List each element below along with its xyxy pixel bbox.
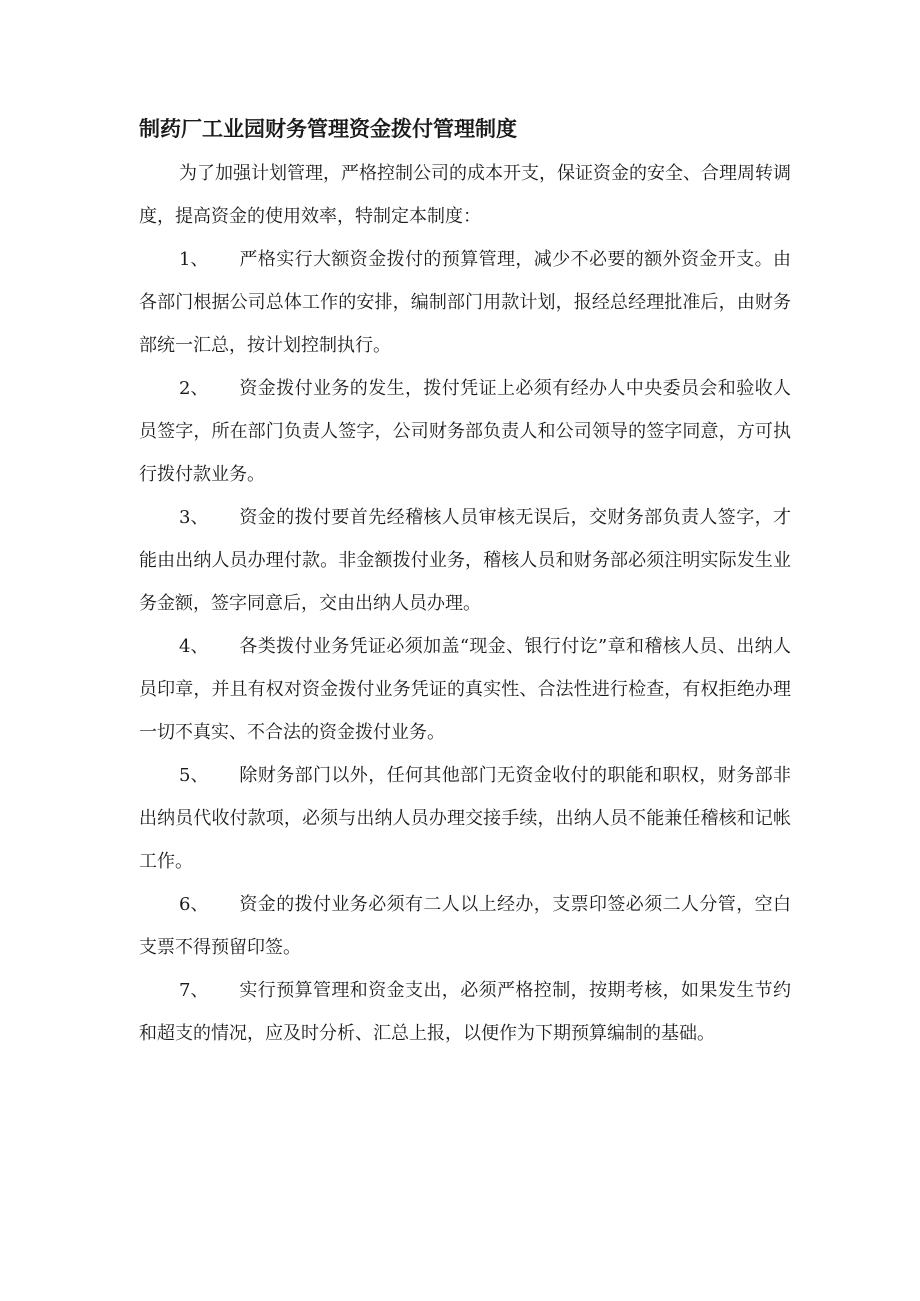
rule-number: 5、	[179, 765, 209, 786]
rule-number: 3、	[179, 507, 209, 528]
rule-text: 严格实行大额资金拨付的预算管理，减少不必要的额外资金开支。由各部门根据公司总体工作的安排，编制部门用款计划，报经总经理批准后，由财务部统一汇总，按计划控制执行。	[139, 249, 791, 356]
rule-text: 除财务部门以外，任何其他部门无资金收付的职能和职权，财务部非出纳员代收付款项，必须与出纳人员办理交接手续，出纳人员不能兼任稽核和记帐工作。	[139, 765, 791, 872]
rule-text: 资金的拨付要首先经稽核人员审核无误后，交财务部负责人签字，才能由出纳人员办理付款。非金额拨付业务，稽核人员和财务部必须注明实际发生业务金额，签字同意后，交由出纳人员办理。	[139, 507, 791, 614]
rule-item-5	[139, 754, 791, 883]
rule-item-2	[139, 367, 791, 496]
rule-item-3	[139, 496, 791, 625]
rule-text: 资金拨付业务的发生，拨付凭证上必须有经办人中央委员会和验收人员签字，所在部门负责人签字，公司财务部负责人和公司领导的签字同意，方可执行拨付款业务。	[139, 378, 791, 485]
rule-item-6	[139, 883, 791, 969]
document-title: 制药厂工业园财务管理资金拨付管理制度	[139, 117, 517, 141]
rule-text: 实行预算管理和资金支出，必须严格控制，按期考核，如果发生节约和超支的情况，应及时分析、汇总上报，以便作为下期预算编制的基础。	[139, 980, 791, 1044]
rule-number: 2、	[179, 378, 209, 399]
intro-paragraph: 为了加强计划管理，严格控制公司的成本开支，保证资金的安全、合理周转调度，提高资金的使用效率，特制定本制度：	[139, 163, 791, 227]
rule-text: 各类拨付业务凭证必须加盖“现金、银行付讫”章和稽核人员、出纳人员印章，并且有权对资金拨付业务凭证的真实性、合法性进行检查，有权拒绝办理一切不真实、不合法的资金拨付业务。	[139, 636, 791, 743]
rule-text: 资金的拨付业务必须有二人以上经办，支票印签必须二人分管，空白支票不得预留印签。	[139, 894, 791, 958]
rule-item-4	[139, 625, 791, 754]
rule-item-1	[139, 238, 791, 367]
rule-number: 1、	[179, 249, 209, 270]
rule-number: 7、	[179, 980, 209, 1001]
rule-number: 4、	[179, 636, 209, 657]
rule-number: 6、	[179, 894, 209, 915]
rule-item-7	[139, 969, 791, 1055]
document-body	[139, 152, 791, 1055]
